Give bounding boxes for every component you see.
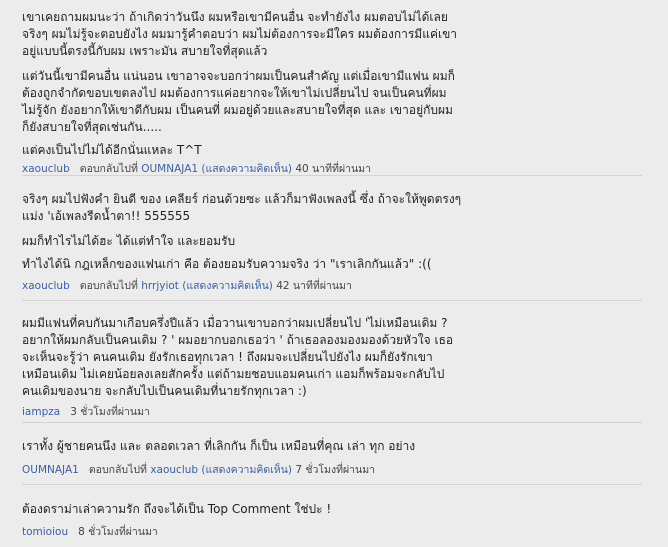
comment-item: [22, 430, 642, 485]
comment-item: [22, 306, 642, 423]
reply-prefix: ตอบกลับไปที่: [79, 163, 138, 175]
reply-to-link[interactable]: OUMNAJA1: [141, 163, 199, 175]
comment-line: จะเห็นจะรู้ว่า คนคนเดิม ยังรักเธอทุกเวลา ! ถึงผมจะเปลี่ยนไปยังไง ผมก็ยังรักเขา: [22, 350, 433, 364]
reply-prefix: ตอบกลับไปที่: [88, 464, 147, 476]
comment-meta: [22, 160, 371, 177]
comment-item: [22, 492, 642, 544]
author-link[interactable]: xaouclub: [22, 163, 70, 175]
comment-meta: [22, 523, 158, 540]
comment-item: [22, 182, 642, 301]
comment-line: คนเดิมของนาย จะกลับไปเป็นคนเดิมที่นายรักทุกเวลา :): [22, 384, 307, 398]
comment-line: ต้องถูกจำกัดขอบเขตลงไป ผมต้องการแค่อยากจะให้เขาไม่เปลี่ยนไป จนเป็นคนที่ผม: [22, 86, 447, 100]
comment-meta: [22, 461, 375, 478]
comment-meta: [22, 277, 352, 294]
author-link[interactable]: iampza: [22, 406, 61, 418]
comment-meta: [22, 403, 150, 420]
reply-prefix: ตอบกลับไปที่: [79, 280, 138, 292]
timestamp: 3 ชั่วโมงที่ผ่านมา: [70, 406, 150, 418]
comment-line: ทำไงได้นิ กฎเหล็กของแฟนเก่า คือ ต้องยอมรับความจริง ว่า "เราเลิกกันแล้ว" :((: [22, 257, 432, 271]
comment-line: ผมก็ทำไรไม่ได้ฮะ ได้แต่ทำใจ และยอมรับ: [22, 234, 236, 248]
comment-line: จริงๆ ผมไปฟังคำ ยินดี ของ เคลียร์ ก่อนด้วยซะ แล้วก็มาฟังเพลงนี้ ซึ่ง ถ้าจะให้พูดตรงๆ: [22, 192, 462, 206]
view-comment-link[interactable]: (แสดงความคิดเห็น): [182, 280, 273, 292]
comment-line: ก็ยังสบายใจที่สุดเช่นกัน.....: [22, 120, 162, 134]
comment-line: แม่ง 'เอ้เพลงรีดน้ำตา!! 555555: [22, 209, 191, 223]
author-link[interactable]: OUMNAJA1: [22, 464, 79, 476]
timestamp: 42 นาทีที่ผ่านมา: [276, 280, 352, 292]
comment-line: เราทั้ง ผู้ชายคนนึง และ ตลอดเวลา ที่เลิกกัน ก็เป็น เหมือนที่คุณ เล่า ทุก อย่าง: [22, 439, 416, 453]
comment-line: จริงๆ ผมไม่รู้จะตอบยังไง ผมมารู้คำตอบว่า ผมไม่ต้องการจะมีใคร ผมต้องการมีแค่เขา: [22, 27, 458, 41]
view-comment-link[interactable]: (แสดงความคิดเห็น): [201, 464, 292, 476]
comment-line: เหมือนเดิม ไม่เคยน้อยลงเลยสักครั้ง แต่ถ้ามยชอบแอมคนเก่า แอมก็พร้อมจะกลับไป: [22, 367, 445, 381]
comment-line: อยู่แบบนี้ตรงนี้กับผม เพราะมัน สบายใจที่สุดแล้ว: [22, 44, 268, 58]
author-link[interactable]: xaouclub: [22, 280, 70, 292]
comment-line: ผมมีแฟนที่คบกันมาเกือบครึ่งปีแล้ว เมื่อวานเขาบอกว่าผมเปลี่ยนไป 'ไม่เหมือนเดิม ?: [22, 316, 448, 330]
comment-line: ไม่รู้จัก ยังอยากให้เขาดีกับผม เป็นคนที่ ผมอยู่ด้วยและสบายใจที่สุด และ เขาอยู่กับผม: [22, 103, 453, 117]
author-link[interactable]: tomioiou: [22, 526, 69, 538]
reply-to-link[interactable]: xaouclub: [150, 464, 199, 476]
comment-item: [22, 2, 642, 176]
reply-to-link[interactable]: hrrjyiot: [141, 280, 179, 292]
comment-line: แต่คงเป็นไปไม่ได้อีกนั่นแหละ T^T: [22, 143, 202, 157]
timestamp: 7 ชั่วโมงที่ผ่านมา: [295, 464, 376, 476]
view-comment-link[interactable]: (แสดงความคิดเห็น): [201, 163, 292, 175]
timestamp: 40 นาทีที่ผ่านมา: [295, 163, 372, 175]
timestamp: 8 ชั่วโมงที่ผ่านมา: [78, 526, 158, 538]
comment-line: แต่วันนี้เขามีคนอื่น แน่นอน เขาอาจจะบอกว่าผมเป็นคนสำคัญ แต่เมื่อเขามีแฟน ผมก็: [22, 69, 455, 83]
comment-line: อยากให้ผมกลับเป็นคนเดิม ? ' ผมอยากบอกเธอว่า ' ถ้าเธอลองมองมองด้วยหัวใจ เธอ: [22, 333, 454, 347]
comment-line: เขาเคยถามผมนะว่า ถ้าเกิดว่าวันนึง ผมหรือเขามีคนอื่น จะทำยังไง ผมตอบไม่ได้เลย: [22, 10, 448, 24]
comment-line: ต้องดราม่าเล่าความรัก ถึงจะได้เป็น Top Comment ใช่ปะ !: [22, 502, 332, 516]
